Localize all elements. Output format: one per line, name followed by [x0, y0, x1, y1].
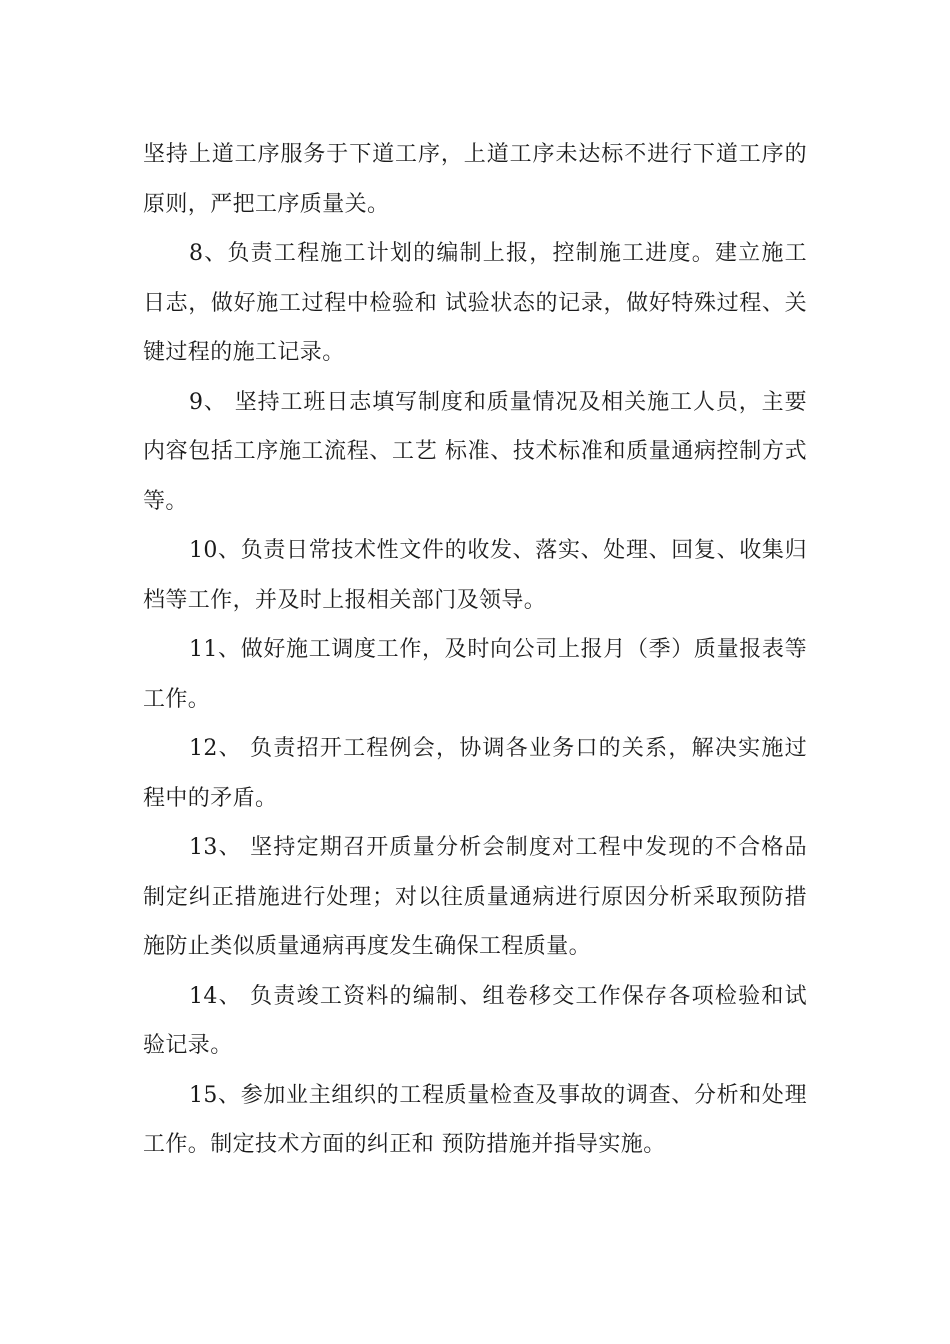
paragraph-item-8 [143, 229, 807, 378]
paragraph-number: 8、 [189, 241, 228, 266]
paragraph-item-9 [143, 378, 807, 527]
paragraph-number: 13、 [189, 835, 251, 860]
paragraph-item-15 [143, 1071, 807, 1170]
paragraph-number: 9、 [189, 389, 235, 415]
paragraph-text: 坚持定期召开质量分析会制度对工程中发现的不合格品制定纠正措施进行处理；对以往质量通病进行原因分析采取预防措施防止类似质量通病再度发生确保工程质量。 [143, 835, 807, 959]
paragraph-continuation [143, 130, 807, 229]
paragraph-text: 做好施工调度工作，及时向公司上报月（季）质量报表等工作。 [143, 637, 807, 712]
paragraph-text: 坚持上道工序服务于下道工序，上道工序未达标不进行下道工序的原则，严把工序质量关。 [143, 142, 807, 217]
document-body [143, 130, 807, 1170]
paragraph-item-10 [143, 526, 807, 625]
paragraph-number: 14、 [189, 983, 251, 1009]
paragraph-item-12 [143, 724, 807, 823]
paragraph-text: 负责竣工资料的编制、组卷移交工作保存各项检验和试验记录。 [143, 983, 807, 1058]
paragraph-item-13 [143, 823, 807, 972]
paragraph-number: 12、 [189, 736, 251, 761]
paragraph-text: 负责招开工程例会，协调各业务口的关系，解决实施过程中的矛盾。 [143, 736, 807, 811]
paragraph-text: 参加业主组织的工程质量检查及事故的调查、分析和处理工作。制定技术方面的纠正和 预防措施并指导实施。 [143, 1082, 807, 1157]
paragraph-text: 坚持工班日志填写制度和质量情况及相关施工人员，主要内容包括工序施工流程、工艺 标准、技术标准和质量通病控制方式等。 [143, 389, 807, 514]
paragraph-number: 11、 [189, 637, 241, 662]
paragraph-text: 负责工程施工计划的编制上报，控制施工进度。建立施工日志，做好施工过程中检验和 试验状态的记录，做好特殊过程、关键过程的施工记录。 [143, 241, 807, 365]
paragraph-number: 15、 [189, 1082, 241, 1108]
paragraph-number: 10、 [189, 538, 241, 563]
paragraph-item-11 [143, 625, 807, 724]
paragraph-item-14 [143, 972, 807, 1071]
paragraph-text: 负责日常技术性文件的收发、落实、处理、回复、收集归档等工作，并及时上报相关部门及领导。 [143, 538, 807, 613]
